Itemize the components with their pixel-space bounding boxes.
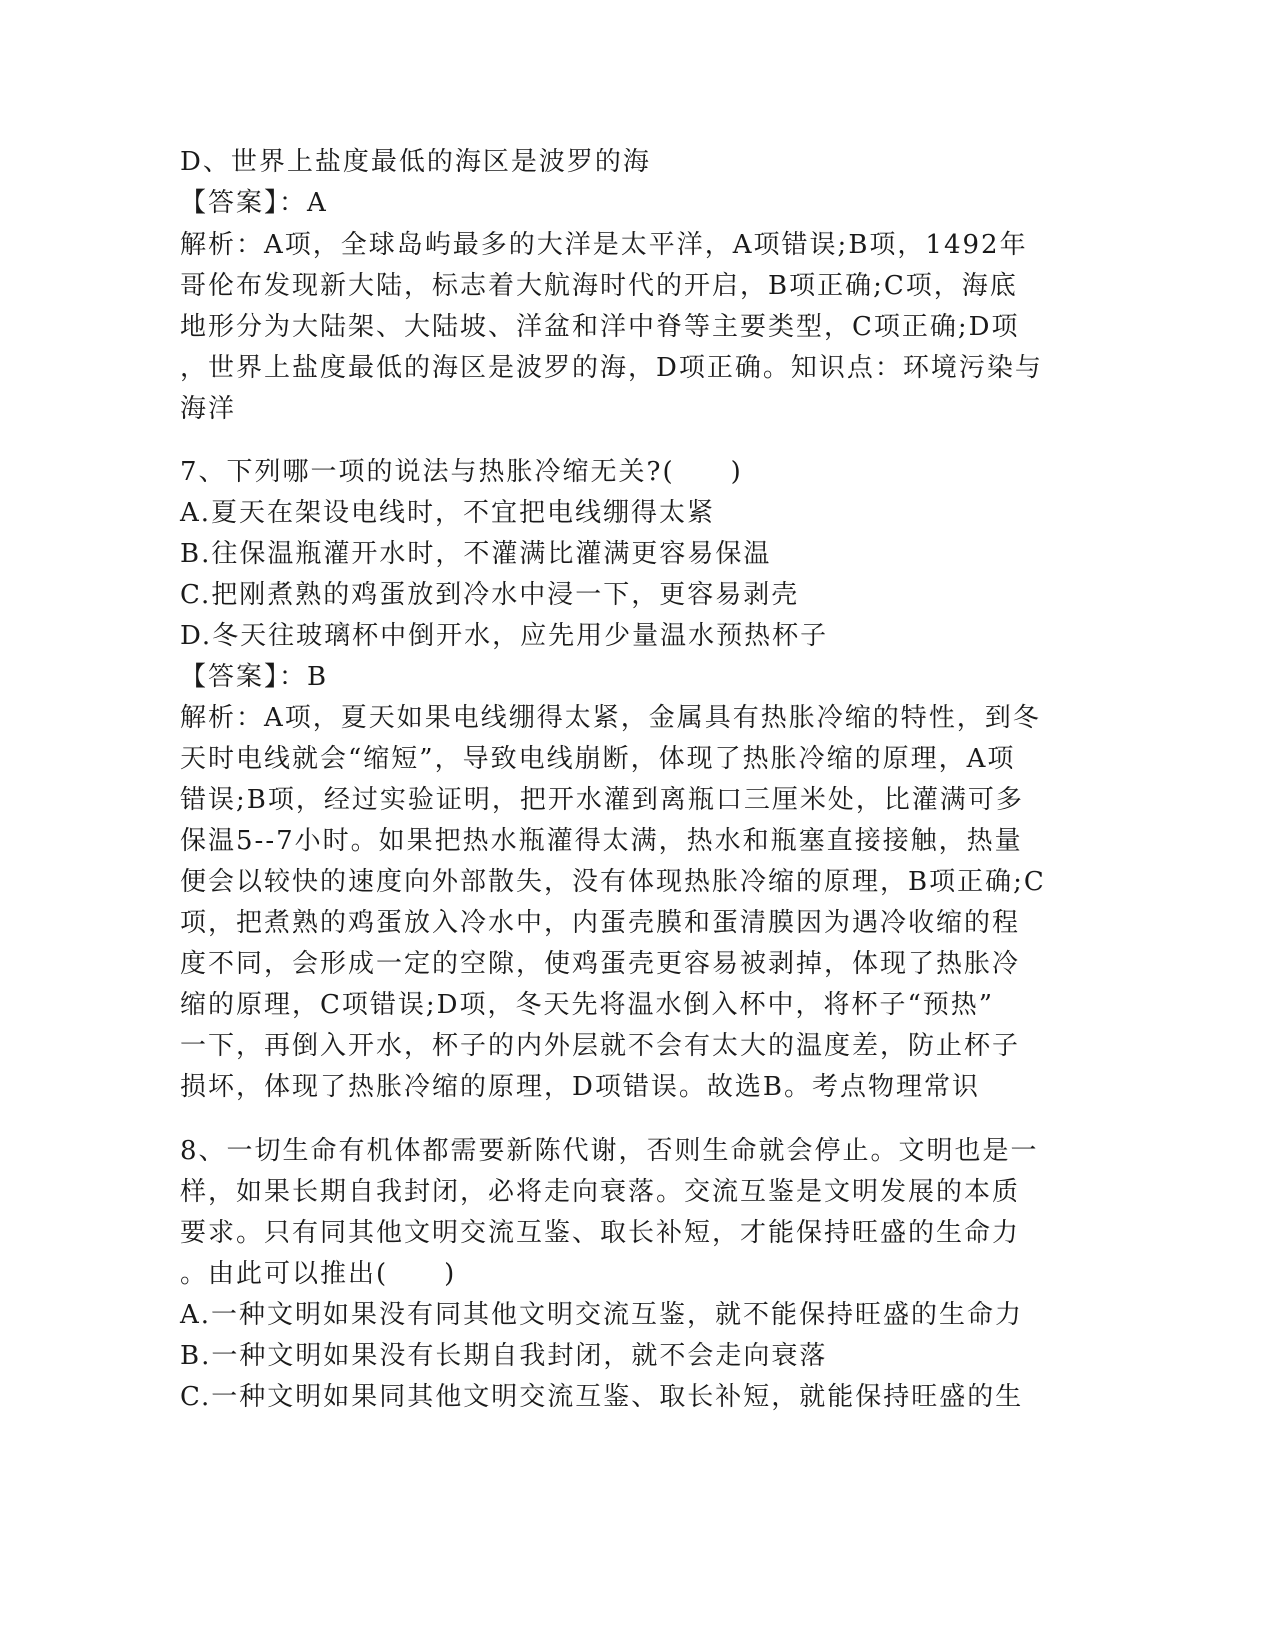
option-line: A.一种文明如果没有同其他文明交流互鉴，就不能保持旺盛的生命力 xyxy=(180,1300,1024,1330)
option-line: B.一种文明如果没有长期自我封闭，就不会走向衰落 xyxy=(180,1341,828,1371)
option-line: A.夏天在架设电线时，不宜把电线绷得太紧 xyxy=(180,498,716,528)
answer-line: 【答案】：B xyxy=(180,662,329,692)
option-line: D、世界上盐度最低的海区是波罗的海 xyxy=(180,147,651,177)
explanation-line: 保温5--7小时。如果把热水瓶灌得太满，热水和瓶塞直接接触，热量 xyxy=(180,826,1023,856)
explanation-line: 度不同，会形成一定的空隙，使鸡蛋壳更容易被剥掉，体现了热胀冷 xyxy=(180,949,1021,979)
question-line: 样，如果长期自我封闭，必将走向衰落。交流互鉴是文明发展的本质 xyxy=(180,1177,1021,1207)
explanation-line: 地形分为大陆架、大陆坡、洋盆和洋中脊等主要类型，C项正确;D项 xyxy=(180,312,1020,342)
explanation-line: 哥伦布发现新大陆，标志着大航海时代的开启，B项正确;C项，海底 xyxy=(180,271,1018,301)
explanation-line: 项，把煮熟的鸡蛋放入冷水中，内蛋壳膜和蛋清膜因为遇冷收缩的程 xyxy=(180,908,1021,938)
question-line: 要求。只有同其他文明交流互鉴、取长补短，才能保持旺盛的生命力 xyxy=(180,1218,1021,1248)
explanation-line: 缩的原理，C项错误;D项，冬天先将温水倒入杯中，将杯子“预热” xyxy=(180,990,995,1020)
question-line: 7、下列哪一项的说法与热胀冷缩无关?( ) xyxy=(180,457,743,487)
answer-line: 【答案】：A xyxy=(180,188,328,218)
option-line: C.把刚煮熟的鸡蛋放到冷水中浸一下，更容易剥壳 xyxy=(180,580,800,610)
explanation-line: 天时电线就会“缩短”，导致电线崩断，体现了热胀冷缩的原理，A项 xyxy=(180,744,1016,774)
question-line: 8、一切生命有机体都需要新陈代谢，否则生命就会停止。文明也是一 xyxy=(180,1136,1039,1166)
explanation-line: 损坏，体现了热胀冷缩的原理，D项错误。故选B。考点物理常识 xyxy=(180,1072,980,1102)
explanation-line: 一下，再倒入开水，杯子的内外层就不会有太大的温度差，防止杯子 xyxy=(180,1031,1021,1061)
option-line: B.往保温瓶灌开水时，不灌满比灌满更容易保温 xyxy=(180,539,772,569)
explanation-line: 错误;B项，经过实验证明，把开水灌到离瓶口三厘米处，比灌满可多 xyxy=(180,785,1024,815)
question-line: 。由此可以推出( ) xyxy=(180,1259,457,1289)
explanation-line: ，世界上盐度最低的海区是波罗的海，D项正确。知识点：环境污染与 xyxy=(180,353,1043,383)
explanation-line: 便会以较快的速度向外部散失，没有体现热胀冷缩的原理，B项正确;C xyxy=(180,867,1046,897)
explanation-line: 解析：A项，全球岛屿最多的大洋是太平洋，A项错误;B项，1492年 xyxy=(180,230,1028,260)
explanation-line: 解析：A项，夏天如果电线绷得太紧，金属具有热胀冷缩的特性，到冬 xyxy=(180,703,1041,733)
option-line: C.一种文明如果同其他文明交流互鉴、取长补短，就能保持旺盛的生 xyxy=(180,1382,1024,1412)
option-line: D.冬天往玻璃杯中倒开水，应先用少量温水预热杯子 xyxy=(180,621,829,651)
explanation-line: 海洋 xyxy=(180,394,237,424)
